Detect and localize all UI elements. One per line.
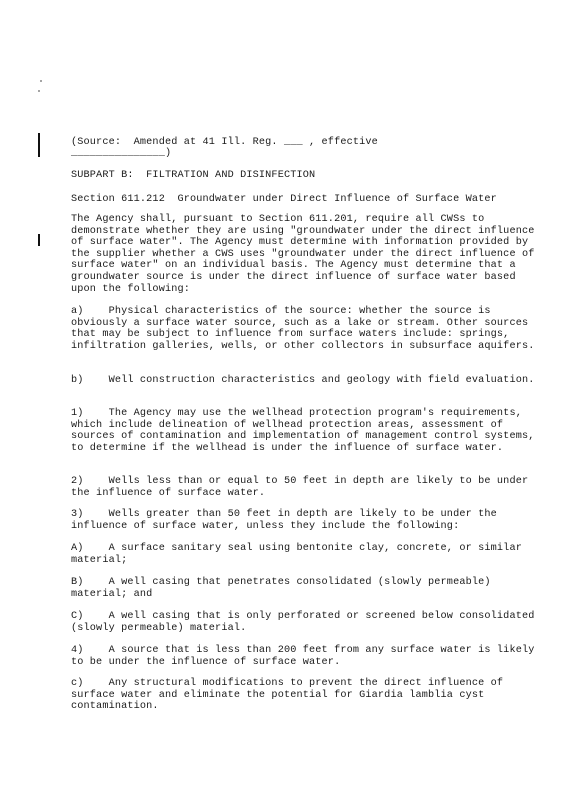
source-note-line-1: (Source: Amended at 41 Ill. Reg. ___ , effective (71, 137, 378, 148)
paragraph-c: c) Any structural modifications to prevent the direct influence of surface water and eliminate the potential for Giardia lamblia cyst contamination. (71, 678, 510, 713)
source-note-line-2: _______________) (71, 148, 172, 159)
paragraph-b-3-B: B) A well casing that penetrates consolidated (slowly permeable) material; and (71, 577, 497, 600)
paragraph-b-3: 3) Wells greater than 50 feet in depth are likely to be under the influence of surface water, unless they include the following: (71, 509, 504, 532)
paragraph-b-2: 2) Wells less than or equal to 50 feet in depth are likely to be under the influence of surface water. (71, 476, 535, 499)
paragraph-b-3-A: A) A surface sanitary seal using bentonite clay, concrete, or similar material; (71, 543, 529, 566)
scan-speck (38, 90, 40, 92)
paragraph-b-1: 1) The Agency may use the wellhead protection program's requirements, which include delineation of wellhead protection areas, assessment of sources of contamination and implementation of management control systems, to determine if the wellhead is under the influence of surface water. (71, 408, 541, 454)
scan-speck (40, 80, 42, 82)
revision-bar (38, 234, 40, 246)
intro-paragraph: The Agency shall, pursuant to Section 611.201, require all CWSs to demonstrate whether they are using "groundwater under the direct influence of surface water". The Agency must determine with information provided by the supplier whether a CWS uses "groundwater under the direct influence of surface water" on an individual basis. The Agency must determine that a groundwater source is under the direct influence of surface water based upon the following: (71, 214, 541, 295)
paragraph-b: b) Well construction characteristics and geology with field evaluation. (71, 375, 535, 386)
revision-bar (38, 133, 40, 157)
paragraph-b-4: 4) A source that is less than 200 feet from any surface water is likely to be under the influence of surface water. (71, 645, 541, 668)
paragraph-a: a) Physical characteristics of the source: whether the source is obviously a surface water source, such as a lake or stream. Other sources that may be subject to influence from surface waters include: springs, infiltration galleries, wells, or other collectors in subsurface aquifers. (71, 306, 535, 352)
paragraph-b-3-C: C) A well casing that is only perforated or screened below consolidated (slowly permeable) material. (71, 611, 541, 634)
subpart-heading: SUBPART B: FILTRATION AND DISINFECTION (71, 170, 316, 181)
section-heading: Section 611.212 Groundwater under Direct Influence of Surface Water (71, 194, 497, 205)
